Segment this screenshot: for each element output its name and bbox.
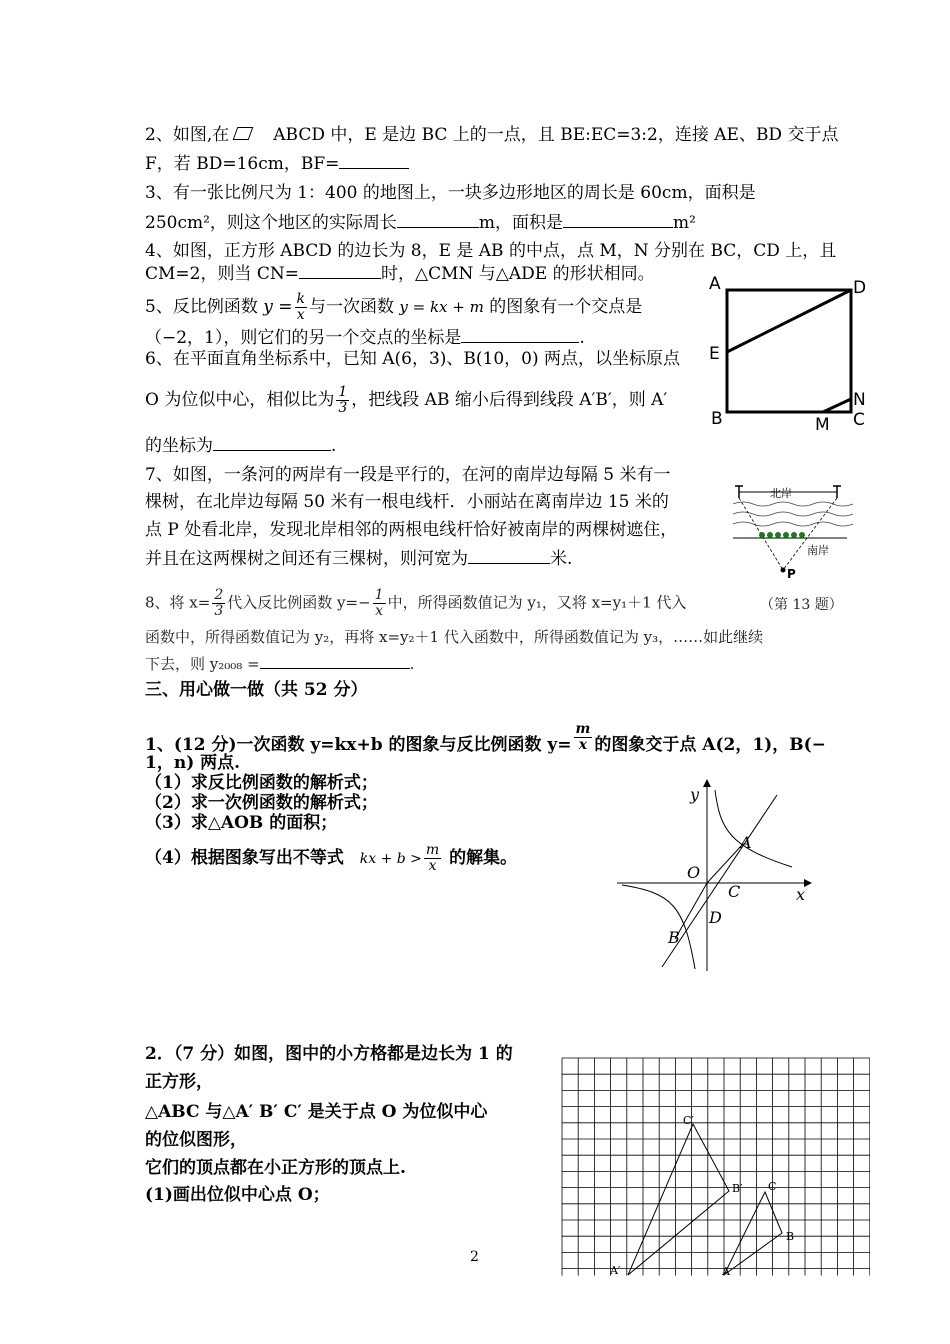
q2-line2: F，若 BD=16cm，BF= [145,152,409,175]
fraction-two-thirds: $\frac{2}{3}$ [214,587,224,619]
label-P: P [787,567,796,581]
label-B-prime: B′ [732,1182,743,1195]
label-E: E [709,344,720,364]
answer-blank[interactable] [299,262,381,279]
label-C: C [728,882,741,901]
p1-sub4: （4）根据图象写出不等式 kx + b > $\frac{m}{x}$ 的解集。 [145,842,518,874]
fraction-one-over-x: $\frac{1}{x}$ [374,587,384,619]
q4-line2: CM=2，则当 CN= 时，△CMN 与△ADE 的形状相同。 [145,264,655,284]
q5-line1: 5、反比例函数 y = $\frac{k}{x}$ 与一次函数 y = kx + m 的图象有一个交点是 [145,291,643,323]
q8-line1: 8、将 x= $\frac{2}{3}$ 代入反比例函数 y=− $\frac{1}{x}$ 中，所得函数值记为 y₁，又将 x=y₁＋1 代入 [145,587,687,619]
fraction-m-over-x: $\frac{m}{x}$ [575,721,591,753]
answer-blank[interactable] [563,211,673,228]
q3-line2: 250cm²，则这个地区的实际周长 m，面积是 m² [145,213,696,233]
label-origin: O [687,863,701,882]
parallelogram-icon [233,127,254,140]
p1-line1: 1、(12 分)一次函数 y=kx+b 的图象与反比例函数 y= $\frac{m}{x}$ 的图象交于点 A(2，1)，B(− [145,721,826,755]
q5-line2: （−2，1），则它们的另一个交点的坐标是 . [145,328,585,348]
p2-line6: (1)画出位似中心点 O； [145,1185,330,1205]
answer-blank[interactable] [260,652,410,669]
p1-sub1: （1）求反比例函数的解析式； [145,773,378,793]
label-y-axis: y [690,785,700,804]
p1-sub2: （2）求一次例函数的解析式； [145,793,378,813]
q7-line2: 棵树，在北岸边每隔 50 米有一根电线杆．小丽站在离南岸边 15 米的 [145,492,669,512]
label-south-bank: 南岸 [807,544,829,557]
q6-line2: O 为位似中心，相似比为 $\frac{1}{3}$ ，把线段 AB 缩小后得到线段 A′B′，则 A′ [145,384,668,416]
q3-line1: 3、有一张比例尺为 1：400 的地图上，一块多边形地区的周长是 60cm，面积是 [145,183,756,203]
answer-blank[interactable] [339,152,409,169]
q2-line1: 2、如图,在 ABCD 中，E 是边 BC 上的一点，且 BE:EC=3:2，连接 AE、BD 交于点 [145,125,839,145]
label-N: N [853,390,866,410]
q7-line3: 点 P 处看北岸，发现北岸相邻的两根电线杆恰好被南岸的两棵树遮住， [145,520,678,540]
label-north-bank: 北岸 [770,487,792,500]
fraction-k-over-x: $\frac{k}{x}$ [296,291,305,323]
p2-line2: 正方形， [145,1072,213,1092]
label-C: C [853,410,865,430]
p2-line1: 2．（7 分）如图，图中的小方格都是边长为 1 的 [145,1044,513,1064]
function-graph [612,775,812,975]
label-B: B [786,1230,795,1243]
q6-line1: 6、在平面直角坐标系中，已知 A(6，3)、B(10，0) 两点，以坐标原点 [145,349,681,369]
label-A: A [709,275,721,294]
p2-line3: △ABC 与△A′ B′ C′ 是关于点 O 为位似中心 [145,1102,488,1122]
label-A: A [722,1265,730,1278]
answer-blank[interactable] [397,211,479,228]
section-heading: 三、用心做一做（共 52 分） [145,680,368,700]
answer-blank[interactable] [213,434,331,451]
q4-line1: 4、如图，正方形 ABCD 的边长为 8，E 是 AB 的中点，点 M，N 分别在 BC，CD 上，且 [145,241,837,261]
label-B: B [668,928,680,947]
q8-line3: 下去，则 y₂₀₀₈ = . [145,652,414,675]
label-A: A [740,833,752,852]
tree-row-icon [759,532,805,538]
label-M: M [815,415,830,435]
q7-line4: 并且在这两棵树之间还有三棵树，则河宽为 米. [145,549,573,569]
answer-blank[interactable] [468,547,550,564]
page-number: 2 [470,1249,479,1265]
fraction-one-third: $\frac{1}{3}$ [338,384,348,416]
label-D: D [709,908,722,927]
label-A-prime: A′ [610,1264,621,1277]
p1-sub3: （3）求△AOB 的面积； [145,813,338,833]
label-x-axis: x [796,885,806,904]
river-caption: （第 13 题） [760,597,843,613]
grid-figure [560,1054,870,1280]
q8-line2: 函数中，所得函数值记为 y₂，再将 x=y₂＋1 代入函数中，所得函数值记为 y₃，……如此继续 [145,628,764,646]
answer-blank[interactable] [461,326,579,343]
fraction-m-over-x-small: $\frac{m}{x}$ [425,842,440,874]
p2-line4: 的位似图形， [145,1130,247,1150]
p2-line5: 它们的顶点都在小正方形的顶点上. [145,1158,406,1178]
label-C: C [768,1180,777,1193]
river-figure [725,482,855,582]
label-C-prime: C′ [683,1114,694,1127]
square-figure [705,275,875,435]
label-B: B [711,409,723,429]
q6-line3: 的坐标为 . [145,436,337,456]
label-D: D [853,278,867,298]
q7-line1: 7、如图，一条河的两岸有一段是平行的，在河的南岸边每隔 5 米有一 [145,465,671,485]
p1-line2: 1，n) 两点. [145,753,241,773]
